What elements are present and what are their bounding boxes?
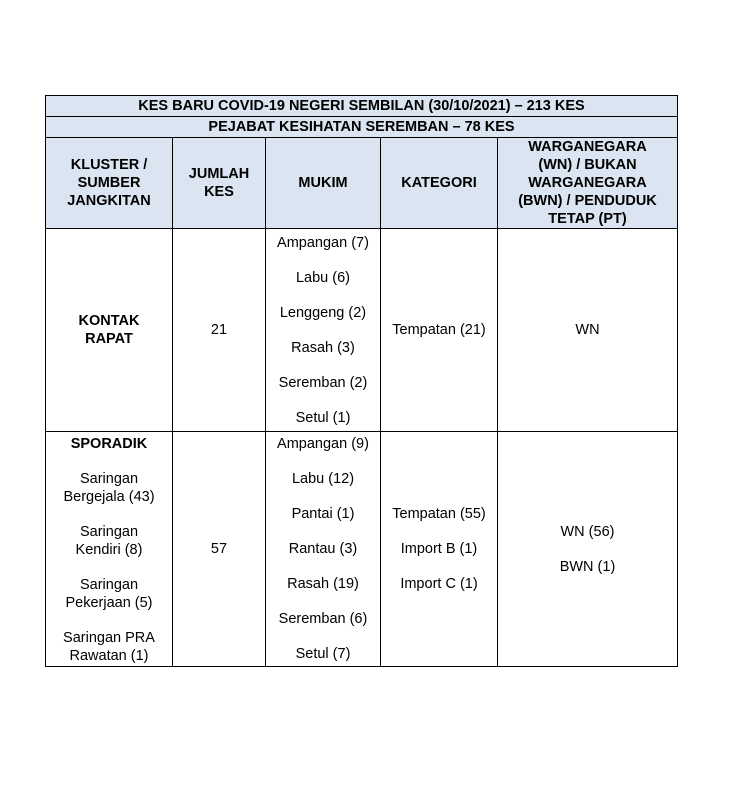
mukim-item: Ampangan (7) bbox=[277, 234, 369, 251]
mukim-item: Ampangan (9) bbox=[277, 436, 369, 452]
wn-cell bbox=[498, 432, 678, 667]
table-row bbox=[46, 432, 678, 667]
header-wn-line: (WN) / BUKAN bbox=[538, 157, 637, 173]
source-line: Saringan bbox=[79, 471, 139, 487]
covid-cases-table bbox=[45, 95, 678, 667]
source-item bbox=[46, 629, 172, 665]
header-jumlah-line: JUMLAH bbox=[188, 166, 250, 182]
header-kategori: KATEGORI bbox=[381, 138, 498, 229]
report-subtitle: PEJABAT KESIHATAN SEREMBAN – 78 KES bbox=[46, 117, 678, 138]
header-jumlah bbox=[173, 138, 266, 229]
mukim-item: Lenggeng (2) bbox=[279, 304, 367, 321]
header-mukim: MUKIM bbox=[266, 138, 381, 229]
kluster-label: RAPAT bbox=[85, 331, 133, 347]
mukim-item: Labu (12) bbox=[291, 471, 355, 487]
kluster-label: SPORADIK bbox=[70, 436, 148, 452]
kategori-item: Import B (1) bbox=[400, 541, 478, 557]
kategori-item: Tempatan (21) bbox=[392, 322, 486, 338]
kluster-label: KONTAK bbox=[78, 313, 140, 329]
header-wn-line: WARGANEGARA bbox=[528, 175, 647, 191]
header-wn-line: (BWN) / PENDUDUK bbox=[518, 193, 657, 209]
header-kluster bbox=[46, 138, 173, 229]
kategori-cell bbox=[381, 432, 498, 667]
source-line: Kendiri (8) bbox=[75, 542, 143, 558]
jumlah-cell: 21 bbox=[173, 229, 266, 432]
source-line: Saringan PRA bbox=[63, 630, 155, 646]
wn-item: WN bbox=[575, 322, 600, 338]
source-line: Saringan bbox=[79, 524, 139, 540]
header-wn-line: WARGANEGARA bbox=[528, 139, 647, 155]
mukim-item: Seremban (6) bbox=[278, 611, 368, 627]
header-jumlah-line: KES bbox=[204, 184, 234, 200]
kategori-item: Import C (1) bbox=[400, 576, 478, 592]
kluster-cell bbox=[46, 432, 173, 667]
mukim-item: Rasah (19) bbox=[287, 576, 359, 592]
header-kluster-line: JANGKITAN bbox=[67, 193, 151, 209]
source-item bbox=[46, 576, 172, 612]
header-row bbox=[46, 138, 678, 229]
source-item bbox=[46, 523, 172, 559]
header-wn-line: TETAP (PT) bbox=[548, 211, 627, 227]
header-kluster-line: SUMBER bbox=[77, 175, 141, 191]
source-line: Saringan bbox=[79, 577, 139, 593]
wn-item: BWN (1) bbox=[559, 558, 616, 575]
kluster-cell bbox=[46, 229, 173, 432]
mukim-item: Setul (1) bbox=[295, 409, 351, 426]
source-line: Pekerjaan (5) bbox=[65, 595, 153, 611]
mukim-item: Labu (6) bbox=[295, 269, 350, 286]
mukim-item: Rasah (3) bbox=[291, 339, 355, 356]
mukim-cell bbox=[266, 229, 381, 432]
mukim-item: Seremban (2) bbox=[278, 374, 368, 391]
wn-item: WN (56) bbox=[560, 523, 615, 540]
mukim-item: Rantau (3) bbox=[288, 541, 358, 557]
source-item bbox=[46, 470, 172, 506]
mukim-cell bbox=[266, 432, 381, 667]
kategori-item: Tempatan (55) bbox=[392, 506, 486, 522]
table-row bbox=[46, 229, 678, 432]
source-line: Bergejala (43) bbox=[63, 489, 155, 505]
report-title: KES BARU COVID-19 NEGERI SEMBILAN (30/10/2021) – 213 KES bbox=[46, 96, 678, 117]
kategori-cell bbox=[381, 229, 498, 432]
jumlah-cell: 57 bbox=[173, 432, 266, 667]
wn-cell bbox=[498, 229, 678, 432]
source-line: Rawatan (1) bbox=[69, 648, 149, 664]
header-wn bbox=[498, 138, 678, 229]
mukim-item: Pantai (1) bbox=[291, 506, 355, 522]
mukim-item: Setul (7) bbox=[295, 646, 351, 662]
header-kluster-line: KLUSTER / bbox=[70, 157, 148, 173]
